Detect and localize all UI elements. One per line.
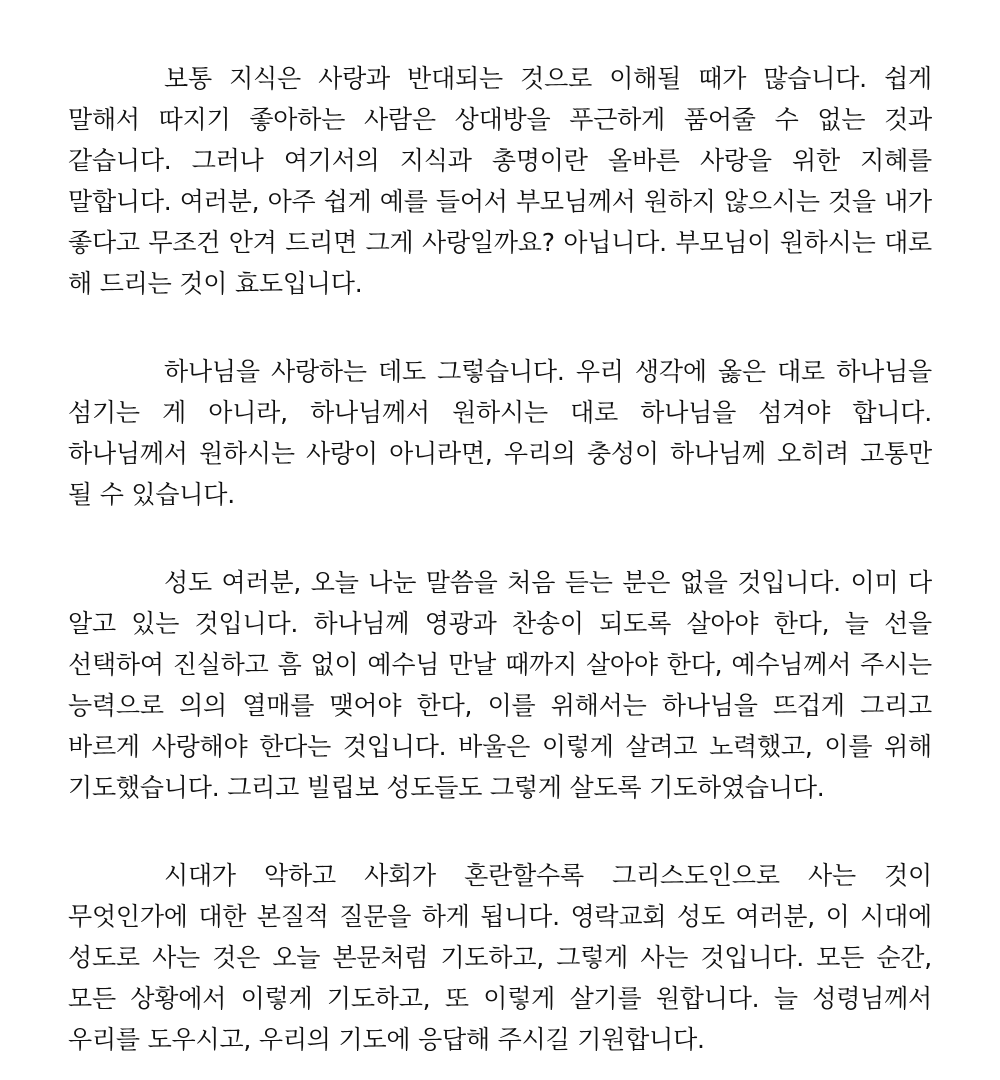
paragraph-3: 성도 여러분, 오늘 나눈 말씀을 처음 듣는 분은 없을 것입니다. 이미 다 알고 있는 것입니다. 하나님께 영광과 찬송이 되도록 살아야 한다, 늘 선을 선택하여 진실하고 흠 없이 예수님 만날 때까지 살아야 한다, 예수님께서 주시는 능력으로 의의 열매를 맺어야 한다, 이를 위해서는 하나님을 뜨겁게 그리고 바르게 사랑해야 한다는 것입니다. 바울은 이렇게 살려고 노력했고, 이를 위해 기도했습니다. 그리고 빌립보 성도들도 그렇게 살도록 기도하였습니다. xyxy=(68,568,932,802)
paragraph-4: 시대가 악하고 사회가 혼란할수록 그리스도인으로 사는 것이 무엇인가에 대한 본질적 질문을 하게 됩니다. 영락교회 성도 여러분, 이 시대에 성도로 사는 것은 오늘 본문처럼 기도하고, 그렇게 사는 것입니다. 모든 순간, 모든 상황에서 이렇게 기도하고, 또 이렇게 살기를 원합니다. 늘 성령님께서 우리를 도우시고, 우리의 기도에 응답해 주시길 기원합니다. xyxy=(68,861,932,1054)
paragraph-1: 보통 지식은 사랑과 반대되는 것으로 이해될 때가 많습니다. 쉽게 말해서 따지기 좋아하는 사람은 상대방을 푸근하게 품어줄 수 없는 것과 같습니다. 그러나 여기서의 지식과 총명이란 올바른 사랑을 위한 지혜를 말합니다. 여러분, 아주 쉽게 예를 들어서 부모님께서 원하지 않으시는 것을 내가 좋다고 무조건 안겨 드리면 그게 사랑일까요? 아닙니다. 부모님이 원하시는 대로 해 드리는 것이 효도입니다. xyxy=(68,64,932,298)
paragraph-2: 하나님을 사랑하는 데도 그렇습니다. 우리 생각에 옳은 대로 하나님을 섬기는 게 아니라, 하나님께서 원하시는 대로 하나님을 섬겨야 합니다. 하나님께서 원하시는 사랑이 아니라면, 우리의 충성이 하나님께 오히려 고통만 될 수 있습니다. xyxy=(68,357,932,509)
document-body xyxy=(68,58,932,1060)
